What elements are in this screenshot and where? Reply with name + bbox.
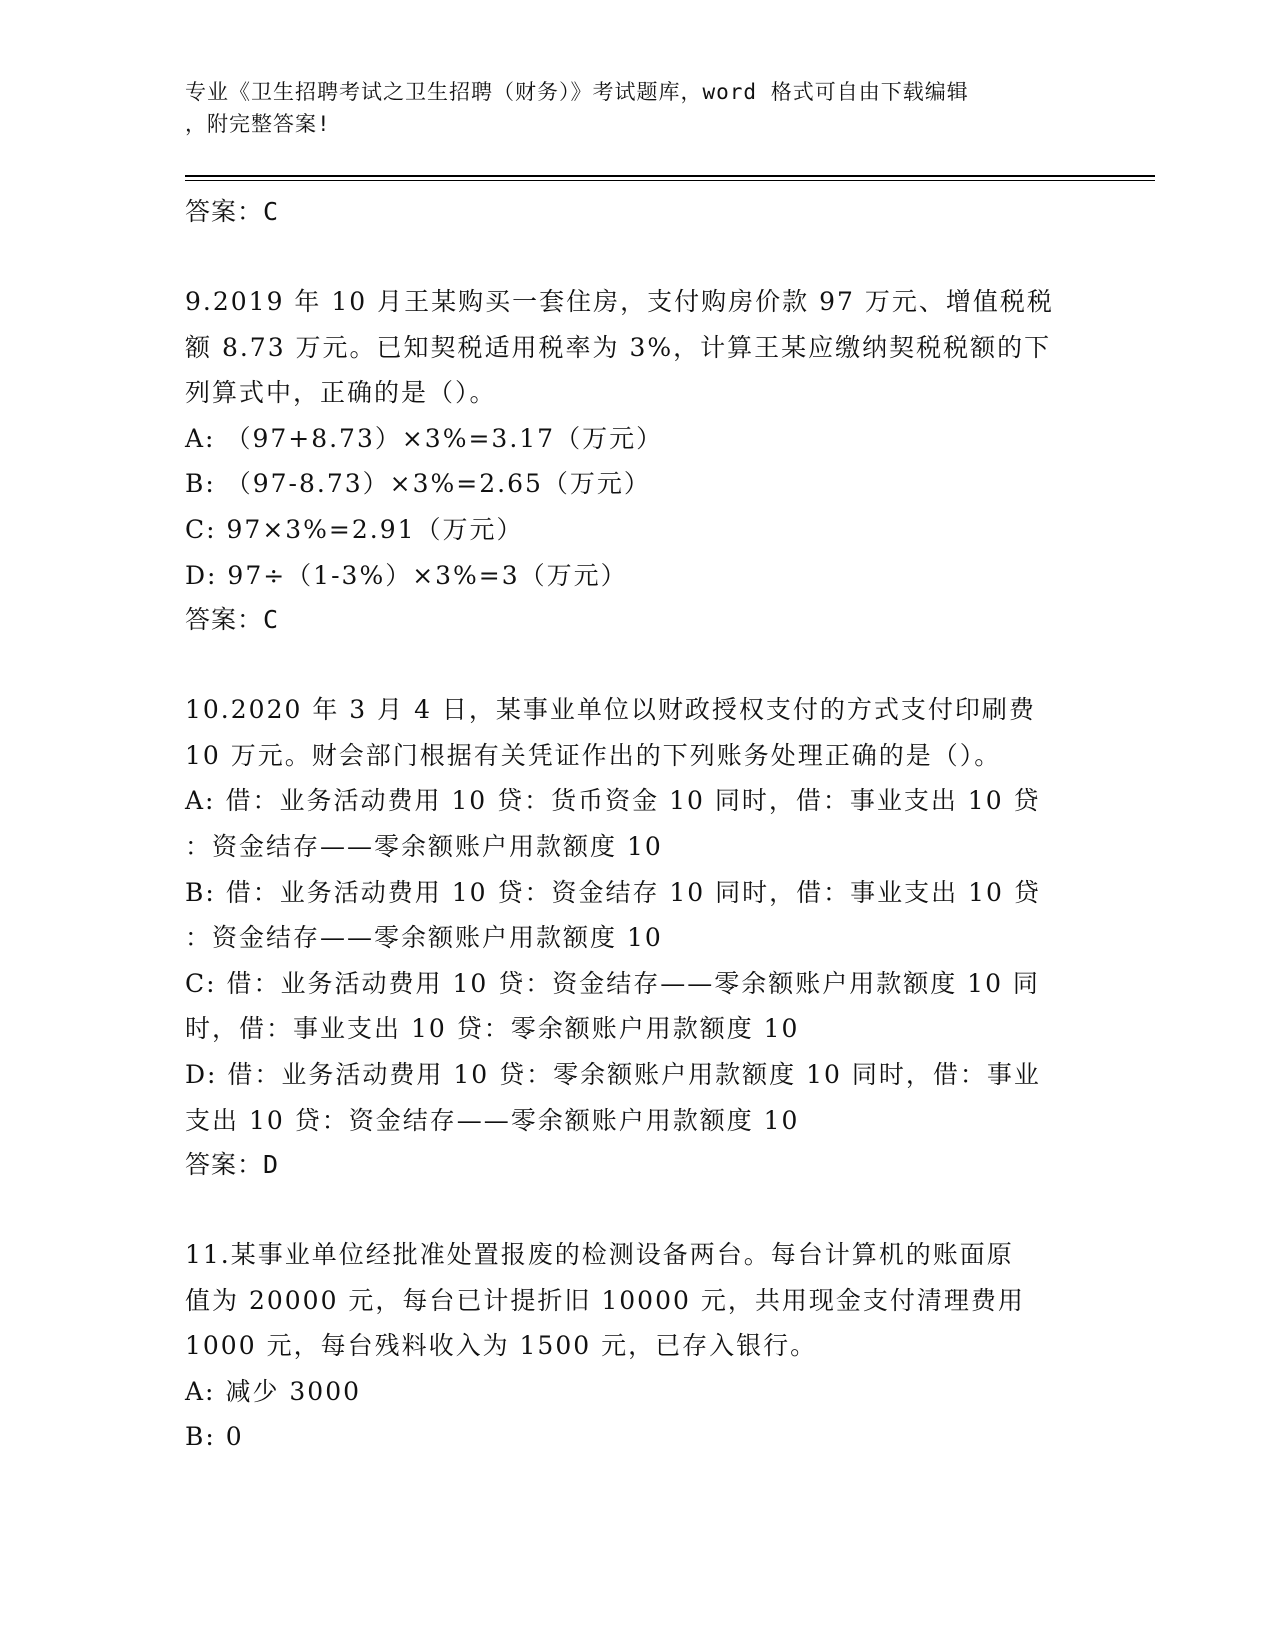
option-text: 0	[225, 1422, 244, 1452]
option-key: C:	[185, 968, 217, 998]
option-text: 借：业务活动费用 10 贷：资金结存 10 同时，借：事业支出 10 贷	[225, 877, 1041, 907]
option-d	[185, 1052, 1085, 1098]
option-continuation: ：资金结存——零余额账户用款额度 10	[185, 923, 663, 953]
question-text: 额 8.73 万元。已知契税适用税率为 3%，计算王某应缴纳契税税额的下	[185, 332, 1052, 362]
question-number: 11.	[185, 1240, 231, 1270]
question-stem	[185, 687, 1085, 733]
question-text: 2019 年 10 月王某购买一套住房，支付购房价款 97 万元、增值税税	[212, 287, 1054, 316]
option-d	[185, 553, 1085, 599]
question-stem	[185, 1232, 1085, 1278]
option-text: 借：业务活动费用 10 贷：零余额账户用款额度 10 同时，借：事业	[227, 1059, 1041, 1089]
header-line: 专业《卫生招聘考试之卫生招聘（财务）》考试题库，word 格式可自由下载编辑	[185, 80, 969, 104]
option-key: B:	[185, 877, 216, 907]
question-text: 值为 20000 元，每台已计提折旧 10000 元，共用现金支付清理费用	[185, 1285, 1025, 1315]
header-rule	[185, 175, 1155, 177]
header-rule-thin	[185, 180, 1155, 181]
option-c	[185, 507, 1085, 553]
option-continuation: 支出 10 贷：资金结存——零余额账户用款额度 10	[185, 1105, 800, 1135]
option-text: 借：业务活动费用 10 贷：资金结存——零余额账户用款额度 10 同	[226, 968, 1040, 998]
option-key: C:	[185, 514, 217, 544]
option-a	[185, 1369, 1085, 1415]
option-text: 借：业务活动费用 10 贷：货币资金 10 同时，借：事业支出 10 贷	[225, 786, 1041, 816]
question-text: 10 万元。财会部门根据有关凭证作出的下列账务处理正确的是（）。	[185, 740, 1002, 770]
option-b	[185, 461, 1085, 507]
answer-label: 答案：D	[185, 1150, 280, 1180]
question-item	[185, 687, 1085, 1187]
spacer	[185, 642, 1085, 687]
spacer	[185, 1187, 1085, 1232]
option-text: 97÷（1-3%）×3%=3（万元）	[227, 560, 628, 590]
question-list	[185, 190, 1085, 1460]
header-line: ，附完整答案!	[185, 112, 331, 136]
option-text: （97+8.73）×3%=3.17（万元）	[225, 423, 664, 453]
option-continuation: 时，借：事业支出 10 贷：零余额账户用款额度 10	[185, 1014, 800, 1044]
answer-label: 答案：C	[185, 605, 280, 635]
question-number: 9.	[185, 287, 213, 316]
option-text: 减少 3000	[225, 1376, 362, 1406]
option-continuation: ：资金结存——零余额账户用款额度 10	[185, 831, 663, 861]
question-text: 某事业单位经批准处置报废的检测设备两台。每台计算机的账面原	[230, 1240, 1014, 1270]
option-text: （97-8.73）×3%=2.65（万元）	[225, 469, 651, 499]
question-text: 列算式中，正确的是（）。	[185, 378, 497, 408]
option-b	[185, 870, 1085, 916]
question-text: 2020 年 3 月 4 日，某事业单位以财政授权支付的方式支付印刷费	[230, 695, 1036, 725]
option-key: B:	[185, 469, 216, 499]
question-stem	[185, 279, 1085, 325]
question-item	[185, 1232, 1085, 1460]
question-item	[185, 279, 1085, 642]
option-text: 97×3%=2.91（万元）	[226, 514, 524, 544]
option-a	[185, 416, 1085, 462]
document-header	[185, 76, 1085, 140]
option-key: D:	[185, 560, 218, 590]
spacer	[185, 234, 1085, 279]
question-number: 10.	[185, 695, 231, 725]
question-text: 1000 元，每台残料收入为 1500 元，已存入银行。	[185, 1331, 818, 1361]
option-key: A:	[185, 1376, 216, 1406]
option-key: A:	[185, 786, 216, 816]
option-key: B:	[185, 1422, 216, 1452]
option-key: A:	[185, 423, 216, 453]
option-b	[185, 1414, 1085, 1460]
answer-label: 答案：C	[185, 197, 280, 226]
option-a	[185, 778, 1085, 824]
option-c	[185, 961, 1085, 1007]
option-key: D:	[185, 1059, 218, 1089]
